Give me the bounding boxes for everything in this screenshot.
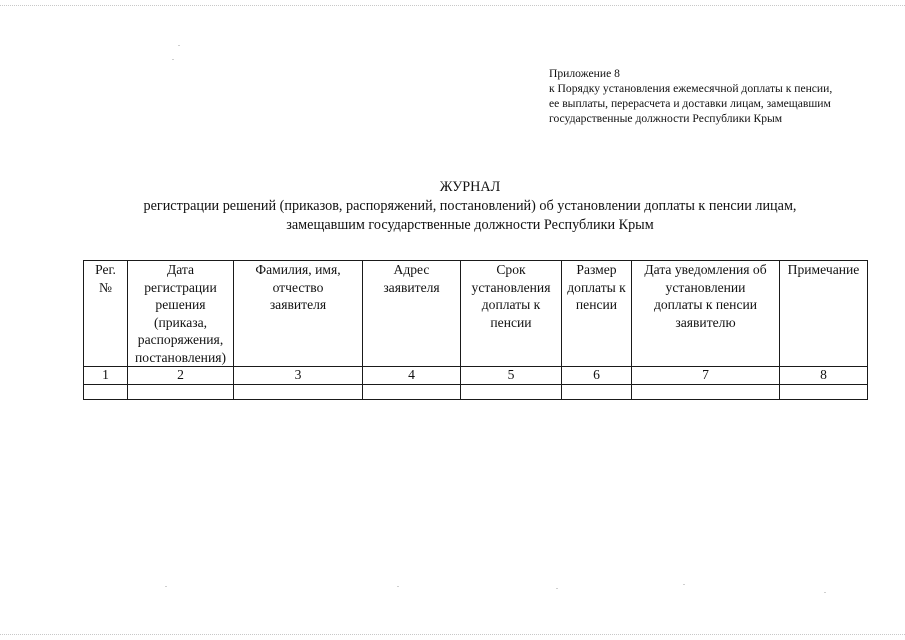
header-text-line: Размер <box>576 262 617 277</box>
header-text-line: распоряжения, <box>137 332 224 347</box>
scan-speck <box>824 592 826 593</box>
column-number-row <box>84 367 868 385</box>
column-header-applicant-name <box>234 261 363 367</box>
column-number-cell: 3 <box>234 367 363 385</box>
empty-entry-cell <box>632 385 780 400</box>
header-text-line: отчество <box>272 279 324 295</box>
header-text-line: заявителя <box>269 297 327 312</box>
header-text-line: Дата <box>166 262 195 277</box>
header-text-line: (приказа, <box>153 314 208 330</box>
appendix-line: ее выплаты, перерасчета и доставки лицам, замещавшим <box>549 97 831 110</box>
header-text-line: заявителя <box>383 279 440 295</box>
title-line: замещавшим государственные должности Республики Крым <box>286 217 654 233</box>
empty-entry-cell <box>461 385 562 400</box>
scan-edge-top <box>0 5 905 6</box>
column-header-reg-number <box>84 261 128 367</box>
empty-entry-cell <box>363 385 461 400</box>
column-number-cell: 1 <box>84 367 128 385</box>
scan-speck <box>397 586 399 587</box>
scan-speck <box>683 584 685 585</box>
column-number-cell: 5 <box>461 367 562 385</box>
header-text-line: установлении <box>665 279 746 295</box>
header-text-line: пенсии <box>490 314 532 330</box>
scan-speck <box>172 59 174 60</box>
appendix-note <box>549 66 832 126</box>
header-text-line: Фамилия, имя, <box>255 262 341 277</box>
header-text-line: Рег. <box>95 262 116 277</box>
header-text-line: установления <box>471 279 551 295</box>
title-heading: ЖУРНАЛ <box>439 179 501 195</box>
appendix-line: государственные должности Республики Крым <box>549 112 783 125</box>
header-text-line: Примечание <box>787 262 860 277</box>
scan-speck <box>165 586 167 587</box>
header-row <box>84 261 868 367</box>
column-number-cell: 4 <box>363 367 461 385</box>
header-text-line: заявителю <box>675 314 736 330</box>
title-line: регистрации решений (приказов, распоряжений, постановлений) об установлении доплаты к пенсии лицам, <box>143 198 797 214</box>
column-number-cell: 2 <box>128 367 234 385</box>
empty-entry-row <box>84 385 868 400</box>
empty-entry-cell <box>128 385 234 400</box>
column-number-cell: 6 <box>562 367 632 385</box>
column-header-payment-amount <box>562 261 632 367</box>
column-header-notification-date <box>632 261 780 367</box>
header-text-line: Дата уведомления об <box>644 262 767 277</box>
column-number-cell: 8 <box>780 367 868 385</box>
header-text-line: пенсии <box>575 297 618 312</box>
header-text-line: доплаты к <box>481 297 541 312</box>
header-text-line: доплаты к <box>567 279 626 295</box>
column-number-cell: 7 <box>632 367 780 385</box>
header-text-line: Адрес <box>393 262 430 277</box>
document-title <box>60 178 880 235</box>
header-text-line: постановления) <box>134 349 227 365</box>
header-text-line: решения <box>155 297 206 312</box>
scan-speck <box>556 588 558 589</box>
column-header-applicant-address <box>363 261 461 367</box>
column-header-registration-date <box>128 261 234 367</box>
journal-table <box>83 260 868 400</box>
scan-speck <box>178 45 180 46</box>
header-text-line: регистрации <box>144 279 217 295</box>
column-header-note <box>780 261 868 367</box>
header-text-line: № <box>99 279 112 295</box>
scan-edge-bottom <box>0 634 905 635</box>
column-header-payment-term <box>461 261 562 367</box>
header-text-line: доплаты к пенсии <box>653 297 758 312</box>
header-text-line: Срок <box>496 262 526 277</box>
empty-entry-cell <box>234 385 363 400</box>
empty-entry-cell <box>780 385 868 400</box>
empty-entry-cell <box>84 385 128 400</box>
appendix-line: к Порядку установления ежемесячной доплаты к пенсии, <box>549 82 833 95</box>
empty-entry-cell <box>562 385 632 400</box>
appendix-line: Приложение 8 <box>549 67 620 80</box>
